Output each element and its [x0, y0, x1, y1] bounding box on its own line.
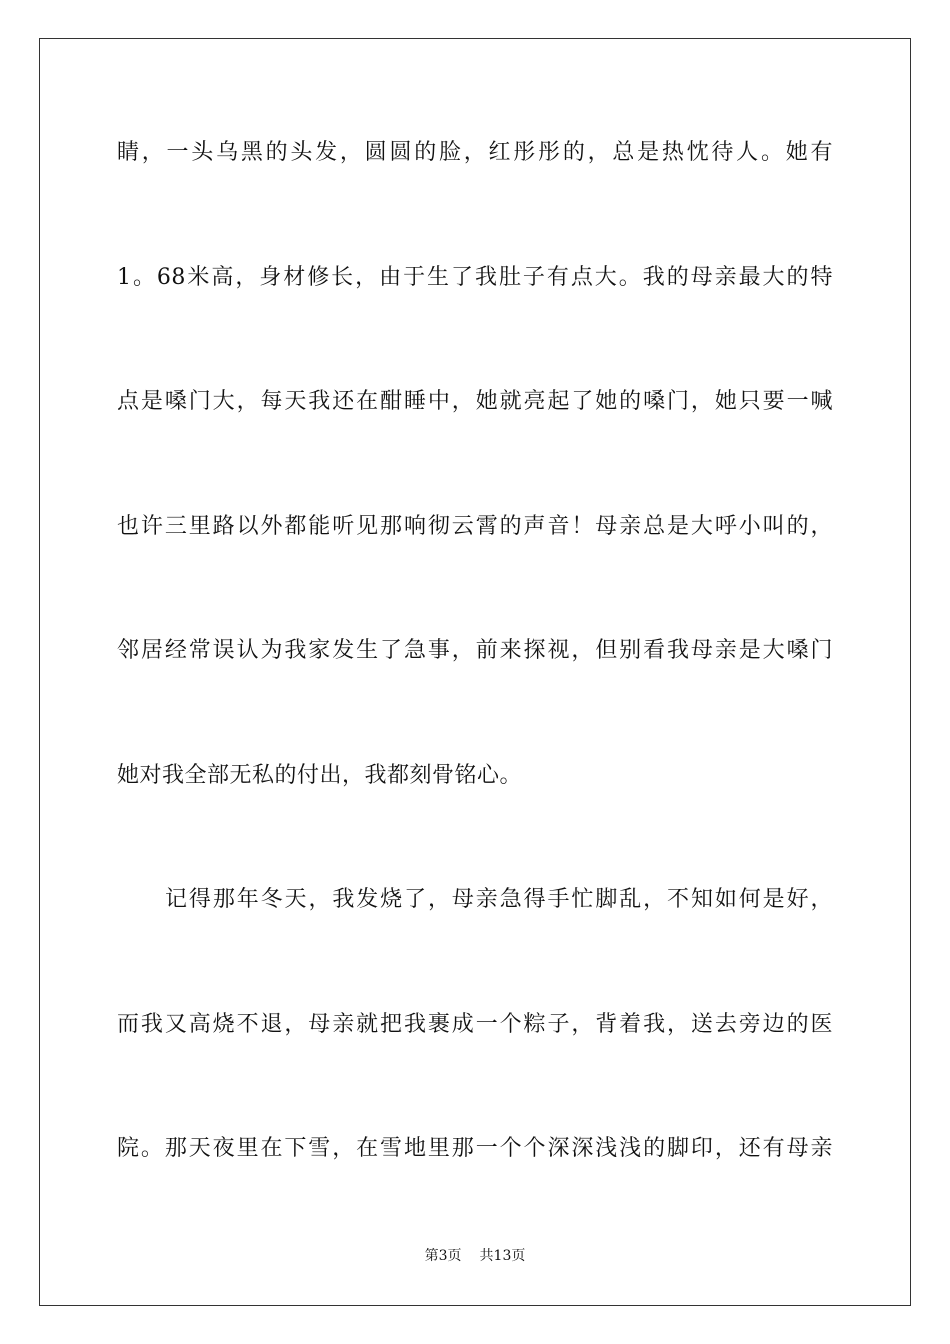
text-line-3: 点是嗓门大，每天我还在酣睡中，她就亮起了她的嗓门，她只要一喊: [117, 389, 833, 414]
text-line-6: 她对我全部无私的付出，我都刻骨铭心。: [117, 762, 523, 788]
text-line-2: 1。68米高，身材修长，由于生了我肚子有点大。我的母亲最大的特: [117, 264, 833, 290]
text-line-5: 邻居经常误认为我家发生了急事，前来探视，但别看我母亲是大嗓门: [117, 638, 833, 663]
page-number: 第3页: [424, 1248, 462, 1264]
text-line-7: 记得那年冬天，我发烧了，母亲急得手忙脚乱，不知如何是好，: [165, 887, 833, 912]
text-line-8: 而我又高烧不退，母亲就把我裹成一个粽子，背着我，送去旁边的医: [117, 1011, 833, 1037]
page-footer: [0, 1246, 950, 1266]
document-body: [117, 131, 833, 1252]
text-line-9: 院。那天夜里在下雪，在雪地里那一个个深深浅浅的脚印，还有母亲: [117, 1136, 833, 1161]
text-line-4: 也许三里路以外都能听见那响彻云霄的声音！母亲总是大呼小叫的，: [117, 513, 833, 539]
total-pages: 共13页: [479, 1248, 526, 1264]
text-line-1: 睛，一头乌黑的头发，圆圆的脸，红彤彤的，总是热忱待人。她有: [117, 140, 833, 165]
